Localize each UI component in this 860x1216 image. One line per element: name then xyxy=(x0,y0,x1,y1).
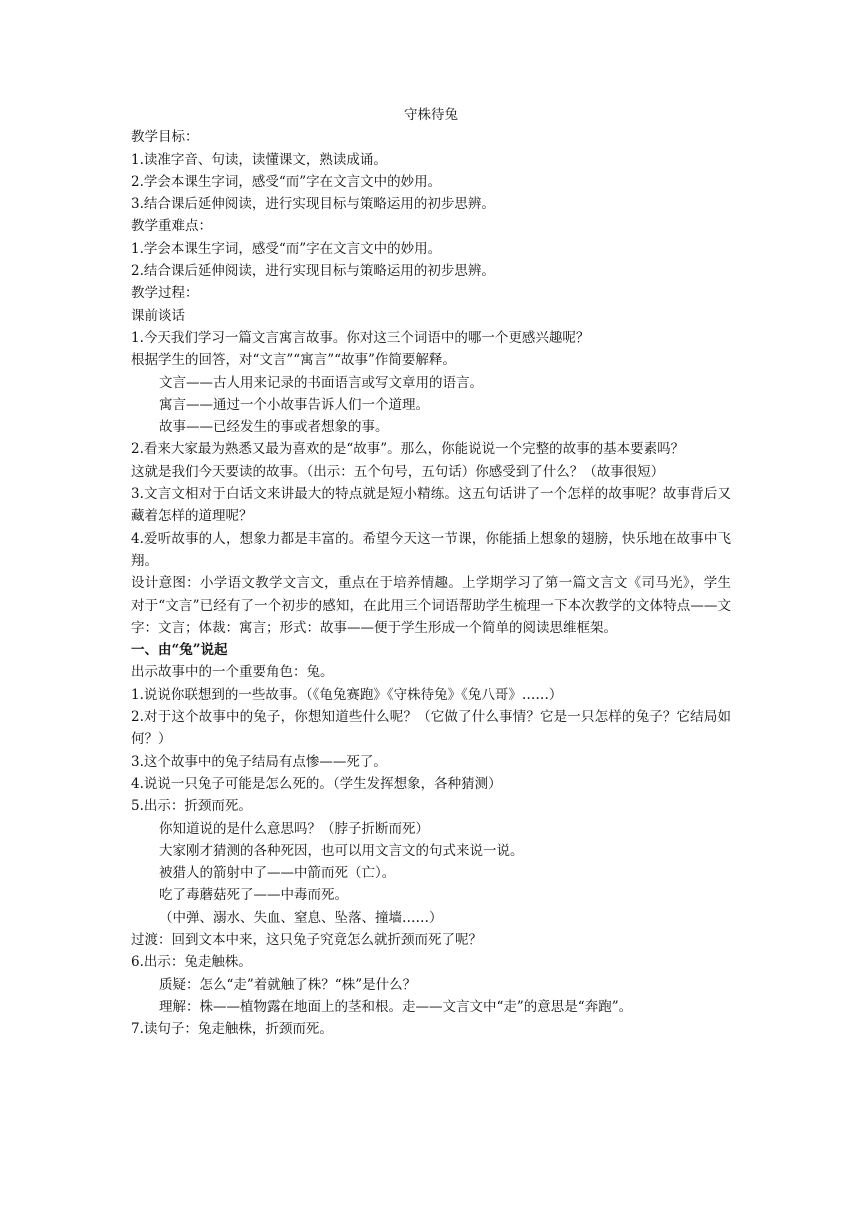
design-intent: 设计意图：小学语文教学文言文，重点在于培养情趣。上学期学习了第一篇文言文《司马光》，学生对于“文言”已经有了一个初步的感知，在此用三个词语帮助学生梳理一下本次教学的文体特点——文字：文言；体裁：寓言；形式：故事——便于学生形成一个简单的阅读思维框架。 xyxy=(131,575,731,636)
objective-item: 3.结合课后延伸阅读，进行实现目标与策略运用的初步思辨。 xyxy=(131,196,495,213)
definition-line: 故事——已经发生的事或者想象的事。 xyxy=(159,419,389,436)
question-item: 1.说说你联想到的一些故事。（《龟兔赛跑》《守株待兔》《兔八哥》……） xyxy=(131,686,563,703)
question-item: 3.这个故事中的兔子结局有点惨——死了。 xyxy=(131,753,387,770)
question-item: 7.读句子：兔走触株，折颈而死。 xyxy=(131,1021,333,1038)
section-heading: 一、由“兔”说起 xyxy=(131,642,228,659)
document-page xyxy=(131,104,731,1040)
pre-talk-paragraph: 2.看来大家最为熟悉又最为喜欢的是“故事”。那么，你能说说一个完整的故事的基本要素吗？ xyxy=(131,441,685,458)
pre-talk-paragraph: 3.文言文相对于白话文来讲最大的特点就是短小精练。这五句话讲了一个怎样的故事呢？故事背后又藏着怎样的道理呢？ xyxy=(131,486,731,525)
pre-talk-paragraph: 4.爱听故事的人，想象力都是丰富的。希望今天这一节课，你能插上想象的翅膀，快乐地在故事中飞翔。 xyxy=(131,530,731,569)
question-detail: （中弹、溺水、失血、窒息、坠落、撞墙……） xyxy=(159,909,443,926)
pre-talk-paragraph: 1.今天我们学习一篇文言寓言故事。你对这三个词语中的哪一个更感兴趣呢？ xyxy=(131,329,590,346)
question-detail: 吃了毒蘑菇死了——中毒而死。 xyxy=(159,887,348,904)
key-points-heading: 教学重难点： xyxy=(131,218,212,235)
question-detail: 大家刚才猜测的各种死因，也可以用文言文的句式来说一说。 xyxy=(159,842,524,859)
key-point-item: 2.结合课后延伸阅读，进行实现目标与策略运用的初步思辨。 xyxy=(131,263,495,280)
definition-line: 文言——古人用来记录的书面语言或写文章用的语言。 xyxy=(159,374,483,391)
definition-line: 寓言——通过一个小故事告诉人们一个道理。 xyxy=(159,396,429,413)
pre-talk-note: 这就是我们今天要读的故事。（出示：五个句号，五句话）你感受到了什么？（故事很短） xyxy=(131,463,665,480)
question-item: 4.说说一只兔子可能是怎么死的。（学生发挥想象，各种猜测） xyxy=(131,775,502,792)
question-detail: 你知道说的是什么意思吗？（脖子折断而死） xyxy=(159,820,429,837)
question-detail: 理解：株——植物露在地面上的茎和根。走——文言文中“走”的意思是“奔跑”。 xyxy=(159,998,633,1015)
pre-talk-heading: 课前谈话 xyxy=(131,307,185,324)
question-detail: 质疑：怎么“走”着就触了株？“株”是什么？ xyxy=(159,976,417,993)
pre-talk-note: 根据学生的回答，对“文言”“寓言”“故事”作简要解释。 xyxy=(131,352,456,369)
transition-line: 过渡：回到文本中来，这只兔子究竟怎么就折颈而死了呢？ xyxy=(131,931,482,948)
process-heading: 教学过程： xyxy=(131,285,199,302)
key-point-item: 1.学会本课生字词，感受“而”字在文言文中的妙用。 xyxy=(131,240,442,257)
objective-item: 1.读准字音、句读，读懂课文，熟读成诵。 xyxy=(131,151,387,168)
question-item: 5.出示：折颈而死。 xyxy=(131,798,252,815)
question-item: 6.出示：兔走触株。 xyxy=(131,954,252,971)
section-intro: 出示故事中的一个重要角色：兔。 xyxy=(131,664,334,681)
objectives-heading: 教学目标： xyxy=(131,129,199,146)
question-detail: 被猎人的箭射中了——中箭而死（亡）。 xyxy=(159,865,396,882)
document-title: 守株待兔 xyxy=(404,107,458,123)
objective-item: 2.学会本课生字词，感受“而”字在文言文中的妙用。 xyxy=(131,173,442,190)
question-item: 2.对于这个故事中的兔子，你想知道些什么呢？（它做了什么事情？它是一只怎样的兔子？它结局如何？） xyxy=(131,709,731,748)
